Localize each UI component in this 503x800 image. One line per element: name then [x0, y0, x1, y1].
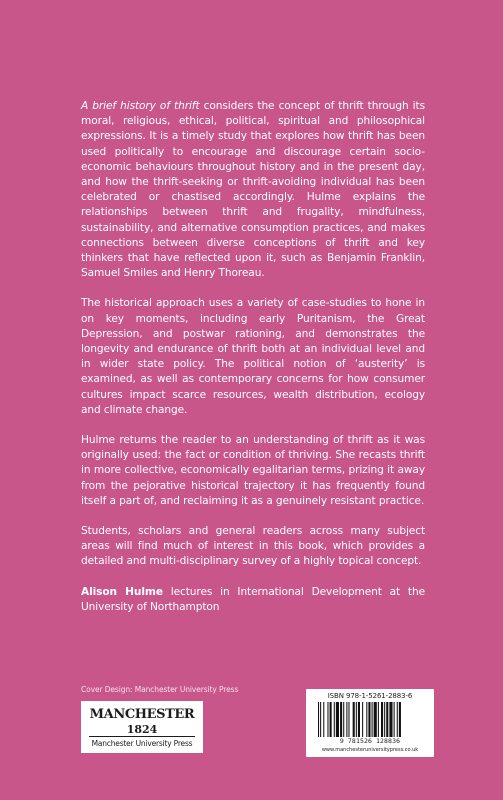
blurb-paragraph-2: The historical approach uses a variety of case-studies to hone in on key moments, including early Puritanism, the Great Depression, and postwar rationing, and demonstrates the longevity and endurance of thrift both at an individual level and in wider state policy. The political notion of ‘austerity’ is examined, as well as contemporary concerns for how consumer cultures impact scarce resources, wealth distribution, ecology and climate change. [81, 297, 425, 416]
blurb-paragraph-1 [81, 99, 425, 281]
isbn-barcode [306, 689, 434, 757]
blurb-paragraph-4: Students, scholars and general readers across many subject areas will find much of interest in this book, which provides a detailed and multi-disciplinary survey of a highly topical concept. [81, 525, 425, 568]
barcode-bar [386, 702, 388, 737]
blurb-text [81, 99, 425, 630]
barcode-bar [381, 702, 383, 737]
isbn-label: ISBN 978-1-5261-2883-6 [327, 692, 413, 700]
publisher-logo-press: Manchester University Press [91, 739, 193, 748]
barcode-bar [320, 702, 321, 737]
barcode-bar [336, 702, 339, 737]
barcode-bar [327, 702, 328, 737]
barcode-bar [397, 702, 398, 737]
publisher-logo-name: MANCHESTER [89, 707, 195, 722]
barcode-bar [358, 702, 360, 737]
blurb-paragraph-3: Hulme returns the reader to an understanding of thrift as it was originally used: the fact or condition of thriving. She recasts thrift in more collective, economically egalitarian terms, prizing it away from the pejorative historical trajectory it has frequently found itself a part of, and reclaiming it as a genuinely resistant practice. [81, 434, 425, 507]
author-bio-text: lectures in International Development at the University of Northampton [81, 585, 425, 613]
barcode-bar [399, 702, 401, 737]
barcode-bar [330, 702, 332, 737]
barcode-bar [366, 702, 367, 737]
barcode-bar [384, 702, 385, 737]
author-bio [81, 585, 425, 615]
publisher-url: www.manchesteruniversitypress.co.uk [321, 747, 419, 753]
barcode-bar [372, 702, 373, 737]
publisher-logo [81, 701, 203, 753]
barcode-bars [318, 702, 422, 737]
barcode-bar [346, 702, 347, 737]
author-name: Alison Hulme [81, 585, 163, 598]
book-title-italic: A brief history of thrift [81, 100, 200, 112]
publisher-logo-year: 1824 [126, 723, 158, 736]
barcode-bar [356, 702, 357, 737]
barcode-bar [318, 702, 319, 737]
barcode-bar [374, 702, 377, 737]
barcode-bar [362, 702, 363, 737]
barcode-bar [348, 702, 349, 737]
blurb-paragraph-1-text: considers the concept of thrift through its moral, religious, ethical, political, spiritual and philosophical expressions. It is a timely study that explores how thrift has been used politically to encourage and discourage certain socio-economic behaviours throughout history and in the present day, and how the thrift-seeking or thrift-avoiding individual has been celebrated or chastised accordingly. Hulme explains the relationships between thrift and frugality, mindfulness, sustainability, and alternative consumption practices, and makes connections between diverse conceptions of thrift and key thinkers that have reflected upon it, such as Benjamin Franklin, Samuel Smiles and Henry Thoreau. [81, 100, 426, 280]
barcode-bar [378, 702, 379, 737]
barcode-bar [334, 702, 335, 737]
cover-design-credit: Cover Design: Manchester University Press [81, 685, 239, 694]
barcode-bar [343, 702, 344, 737]
barcode-bar [389, 702, 392, 737]
barcode-bar [394, 702, 395, 737]
barcode-digits: 9 781526 128836 [339, 737, 401, 745]
barcode-bar [368, 702, 370, 737]
barcode-bar [340, 702, 342, 737]
publisher-logo-rule [89, 736, 195, 737]
barcode-bar [323, 702, 324, 737]
barcode-bar [353, 702, 355, 737]
